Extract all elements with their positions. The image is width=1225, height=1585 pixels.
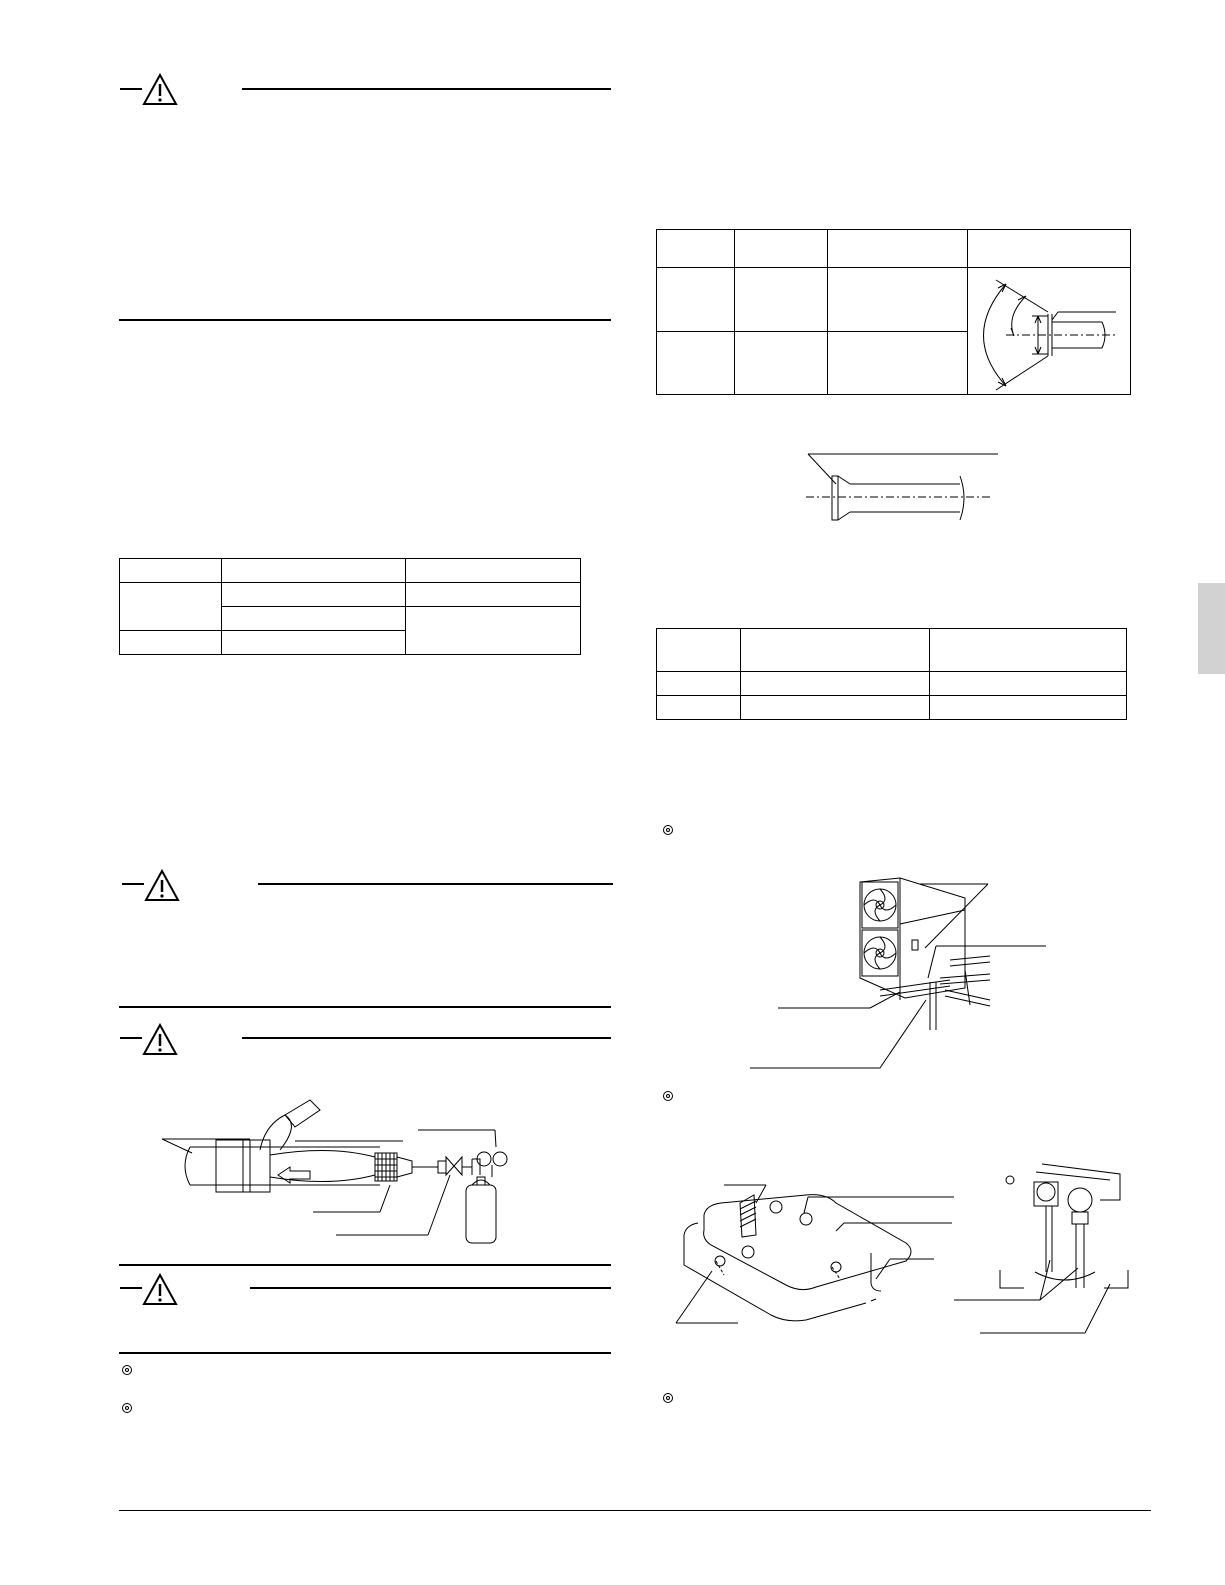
table-cell — [930, 672, 1127, 696]
table-cell — [657, 331, 735, 394]
table-cell — [657, 230, 735, 268]
table-cell — [406, 559, 581, 583]
table-cell — [657, 629, 741, 672]
double-circle-bullet-icon — [663, 1091, 673, 1101]
table-cell — [735, 268, 828, 331]
warning-triangle-icon — [122, 868, 182, 904]
warning-triangle-icon — [120, 1272, 180, 1308]
valve-piping-diagram — [950, 1160, 1140, 1340]
table-cell — [222, 559, 406, 583]
table-cell — [741, 672, 930, 696]
table-cell — [657, 696, 741, 720]
table-cell — [828, 331, 968, 394]
warning-triangle-icon — [120, 72, 180, 108]
section-divider-3 — [119, 1264, 611, 1266]
knockout-hole-diagram — [676, 1175, 961, 1335]
pipe-spec-table — [119, 558, 581, 655]
double-circle-bullet-icon — [663, 825, 673, 835]
double-circle-bullet-icon — [122, 1403, 132, 1413]
double-circle-bullet-icon — [122, 1365, 132, 1375]
table-cell — [828, 230, 968, 268]
table-cell — [930, 629, 1127, 672]
flare-inspection-diagram — [800, 450, 1000, 522]
table-cell — [657, 672, 741, 696]
section-tab-marker — [1198, 583, 1225, 674]
table-cell — [120, 583, 222, 631]
table-cell — [968, 230, 1131, 268]
warning-triangle-icon — [120, 1022, 180, 1058]
table-cell — [735, 331, 828, 394]
brazing-nitrogen-diagram — [150, 1095, 530, 1255]
table-cell — [735, 230, 828, 268]
footer-rule — [119, 1510, 1151, 1511]
table-cell — [222, 607, 406, 631]
table-cell — [222, 631, 406, 655]
outdoor-unit-diagram — [750, 870, 1060, 1080]
section-divider-1 — [119, 319, 611, 321]
table-cell — [222, 583, 406, 607]
table-cell — [741, 696, 930, 720]
table-cell — [120, 559, 222, 583]
table-cell — [406, 583, 581, 607]
section-divider-4 — [119, 1352, 611, 1354]
table-cell — [406, 607, 581, 655]
table-cell — [657, 268, 735, 331]
table-cell — [120, 631, 222, 655]
table-cell — [930, 696, 1127, 720]
double-circle-bullet-icon — [663, 1393, 673, 1403]
section-divider-2 — [119, 1006, 611, 1008]
torque-table — [656, 628, 1127, 720]
table-cell — [828, 268, 968, 331]
flare-angle-diagram — [976, 276, 1126, 390]
table-cell — [741, 629, 930, 672]
